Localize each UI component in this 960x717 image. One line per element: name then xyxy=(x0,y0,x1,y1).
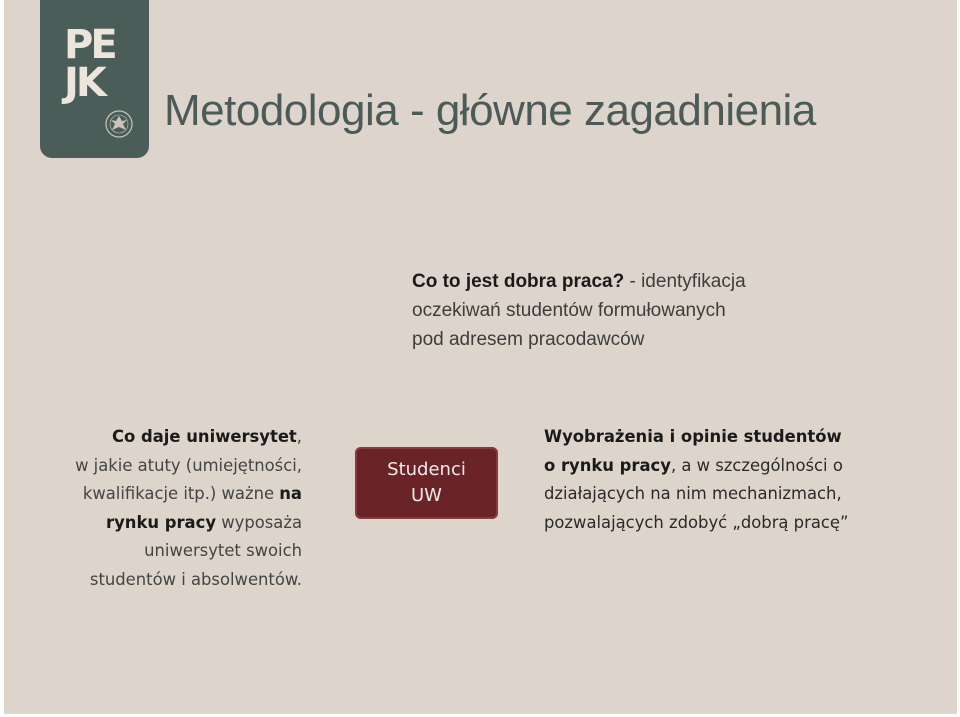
left-text-2: w jakie atuty (umiejętności, xyxy=(75,455,302,475)
intro-text xyxy=(412,267,832,354)
right-text-3: pozwalających zdobyć „dobrą pracę” xyxy=(544,512,849,532)
logo-graphic xyxy=(40,0,149,158)
students-box-line1: Studenci xyxy=(387,459,466,480)
right-text-1: , a w szczególności o xyxy=(670,455,843,475)
left-bold-2: na xyxy=(279,484,302,503)
intro-question: Co to jest dobra praca? xyxy=(412,271,625,292)
left-text-6: studentów i absolwentów. xyxy=(89,569,302,589)
intro-line1-rest: - identyfikacja xyxy=(624,271,746,292)
university-eagle-emblem-icon xyxy=(106,111,132,137)
left-bold-1: Co daje uniwersytet xyxy=(112,427,297,446)
logo-letters-top: PE xyxy=(64,22,115,68)
logo xyxy=(40,0,149,158)
left-text-block xyxy=(22,423,302,594)
intro-line2: oczekiwań studentów formułowanych xyxy=(412,300,726,321)
students-box-line2: UW xyxy=(411,485,442,506)
left-bold-3: rynku pracy xyxy=(106,512,217,532)
left-text-3: kwalifikacje itp.) ważne xyxy=(82,484,280,503)
logo-letters-bottom: JK xyxy=(64,60,104,106)
right-text-2: działających na nim mechanizmach, xyxy=(544,484,842,503)
slide-title: Metodologia - główne zagadnienia xyxy=(164,86,816,135)
left-text-5: uniwersytet swoich xyxy=(144,541,302,560)
intro-line3: pod adresem pracodawców xyxy=(412,329,645,350)
slide xyxy=(4,0,957,714)
right-text-block xyxy=(544,423,944,537)
left-text-1: , xyxy=(296,427,302,446)
right-bold-1: Wyobrażenia i opinie studentów xyxy=(544,427,842,446)
students-box xyxy=(355,447,498,519)
left-text-4: wyposaża xyxy=(216,512,302,532)
right-bold-2: o rynku pracy xyxy=(544,455,671,475)
